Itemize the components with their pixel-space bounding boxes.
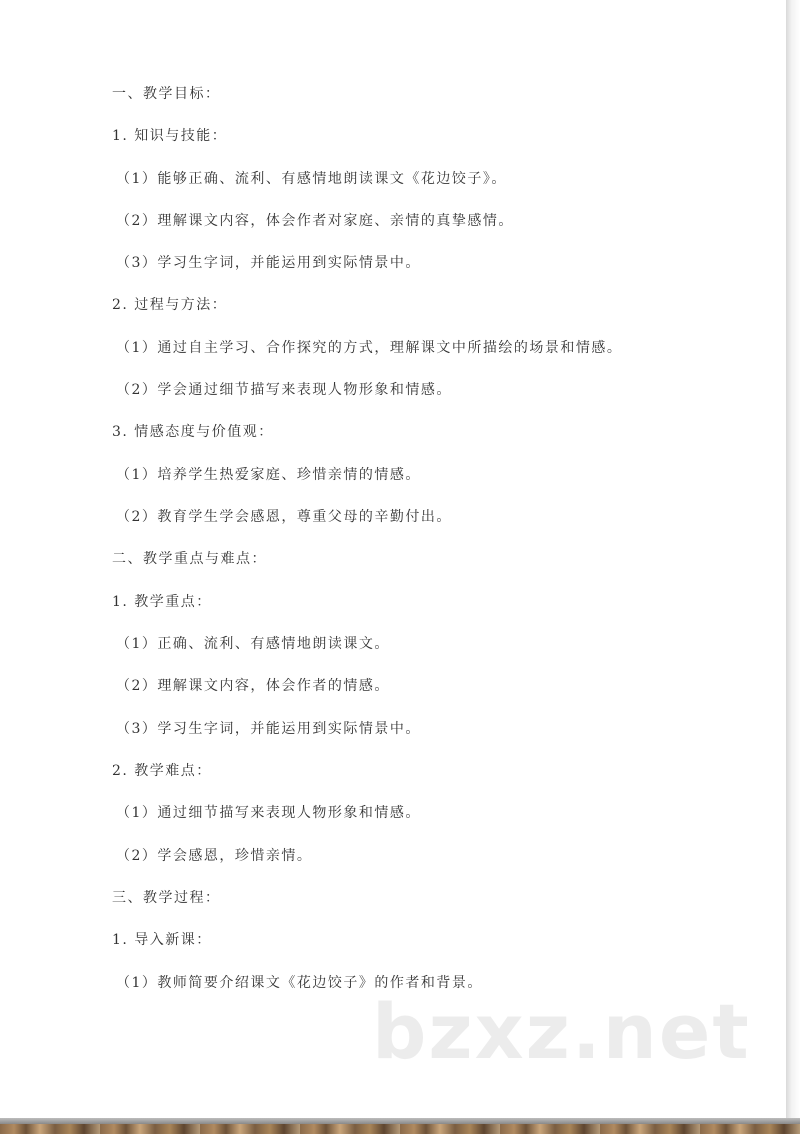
background-photo-strip bbox=[0, 1124, 800, 1134]
list-item: （2）学会通过细节描写来表现人物形象和情感。 bbox=[116, 382, 452, 398]
section-heading-process: 三、教学过程： bbox=[112, 890, 221, 906]
list-item: （1）能够正确、流利、有感情地朗读课文《花边饺子》。 bbox=[116, 171, 507, 187]
section-heading-key-points: 二、教学重点与难点： bbox=[112, 551, 267, 567]
list-item: （3）学习生字词，并能运用到实际情景中。 bbox=[116, 721, 421, 737]
watermark: bzxz.net bbox=[372, 987, 751, 1076]
subheading-difficulties: 2. 教学难点： bbox=[112, 763, 212, 779]
section-heading-objectives: 一、教学目标： bbox=[112, 86, 221, 102]
list-item: （2）理解课文内容，体会作者的情感。 bbox=[116, 678, 390, 694]
list-item: （1）教师简要介绍课文《花边饺子》的作者和背景。 bbox=[116, 975, 483, 991]
list-item: （2）教育学生学会感恩，尊重父母的辛勤付出。 bbox=[116, 509, 452, 525]
list-item: （1）通过细节描写来表现人物形象和情感。 bbox=[116, 805, 421, 821]
subheading-knowledge-skills: 1. 知识与技能： bbox=[112, 128, 228, 144]
list-item: （1）培养学生热爱家庭、珍惜亲情的情感。 bbox=[116, 467, 421, 483]
list-item: （3）学习生字词，并能运用到实际情景中。 bbox=[116, 255, 421, 271]
subheading-emotions-values: 3. 情感态度与价值观： bbox=[112, 424, 274, 440]
subheading-process-methods: 2. 过程与方法： bbox=[112, 297, 228, 313]
list-item: （1）正确、流利、有感情地朗读课文。 bbox=[116, 636, 390, 652]
list-item: （2）学会感恩，珍惜亲情。 bbox=[116, 848, 313, 864]
page-shadow-right bbox=[786, 0, 800, 1134]
subheading-introduction: 1. 导入新课： bbox=[112, 932, 212, 948]
subheading-key-points: 1. 教学重点： bbox=[112, 594, 212, 610]
list-item: （1）通过自主学习、合作探究的方式，理解课文中所描绘的场景和情感。 bbox=[116, 340, 623, 356]
list-item: （2）理解课文内容，体会作者对家庭、亲情的真挚感情。 bbox=[116, 213, 514, 229]
